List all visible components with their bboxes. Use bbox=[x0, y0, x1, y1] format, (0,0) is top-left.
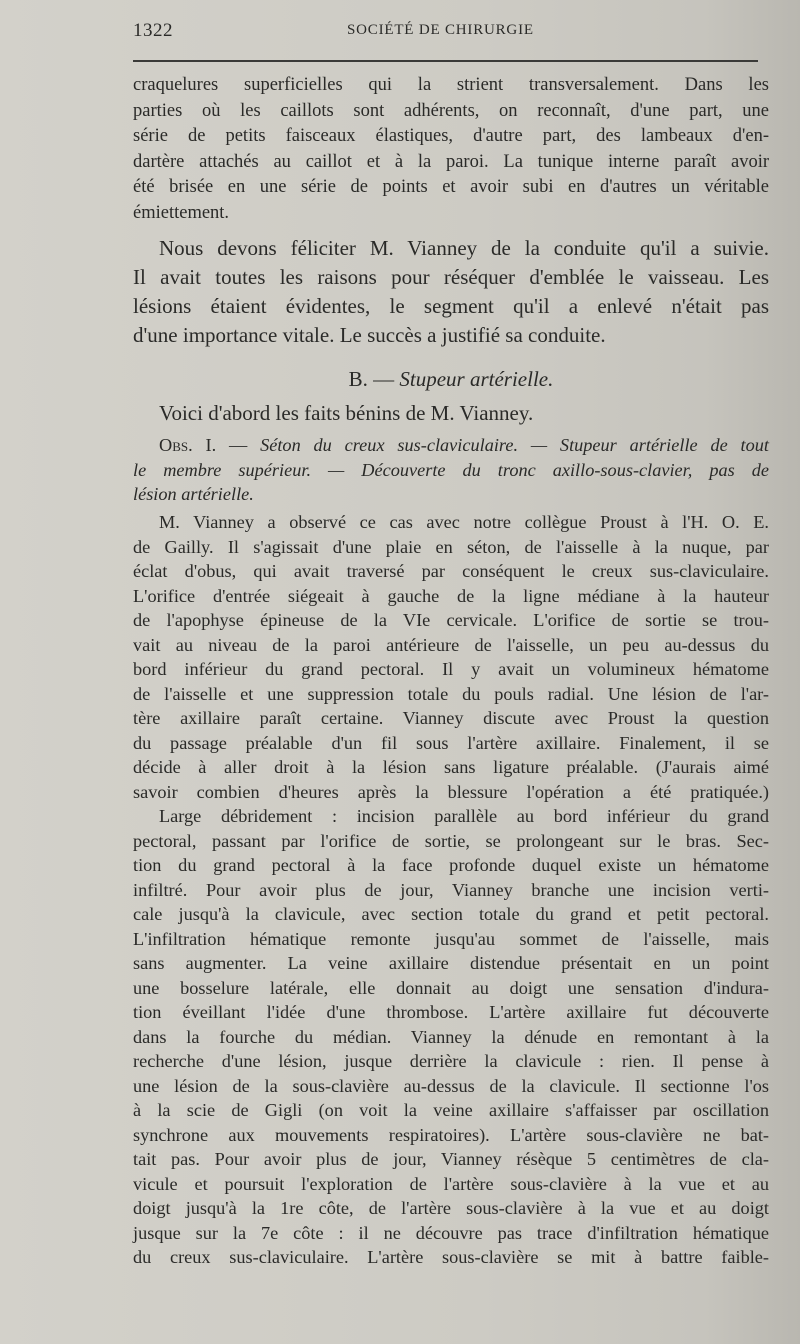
section-title: Stupeur artérielle. bbox=[399, 367, 554, 391]
text-line: L'infiltration hématique remonte jusqu'au sommet de l'aisselle, mais bbox=[133, 928, 769, 949]
text-line: cale jusqu'à la clavicule, avec section totale du grand et petit pectoral. bbox=[133, 904, 769, 924]
text-line: de l'aisselle et une suppression totale du pouls radial. Une lésion de l'ar- bbox=[133, 683, 769, 704]
running-head: SOCIÉTÉ DE CHIRURGIE bbox=[347, 22, 534, 38]
page-header bbox=[133, 18, 773, 46]
text-line: craquelures superficielles qui la strient transversalement. Dans les bbox=[133, 75, 769, 95]
text-line: tait pas. Pour avoir plus de jour, Vianney résèque 5 centimètres de cla- bbox=[133, 1149, 769, 1169]
text-line: une bosselure latérale, elle donnait au doigt une sensation d'indura- bbox=[133, 977, 769, 998]
text-line: d'une importance vitale. Le succès a justifié sa conduite. bbox=[133, 323, 606, 347]
text-line: L'orifice d'entrée siégeait à gauche de la ligne médiane à la hauteur bbox=[133, 585, 769, 606]
text-line: tion du grand pectoral à la face profonde duquel existe un hématome bbox=[133, 855, 769, 875]
text-line: synchrone aux mouvements respiratoires). L'artère sous-clavière ne bat- bbox=[133, 1124, 769, 1145]
text-line: Nous devons féliciter M. Vianney de la conduite qu'il a suivie. bbox=[159, 236, 769, 260]
text-line: du passage préalable d'un fil sous l'artère axillaire. Finalement, il se bbox=[133, 732, 769, 753]
text-line: décide à aller droit à la lésion sans ligature préalable. (J'aurais aimé bbox=[133, 757, 769, 777]
obs-line: le membre supérieur. — Découverte du tronc axillo-sous-clavier, pas de bbox=[133, 459, 769, 480]
text-line: tère axillaire paraît certaine. Vianney discute avec Proust la question bbox=[133, 708, 769, 728]
text-line: Voici d'abord les faits bénins de M. Vianney. bbox=[159, 401, 534, 425]
observation-heading bbox=[133, 433, 769, 507]
text-line: doigt jusqu'à la 1re côte, de l'artère sous-clavière à la vue et au doigt bbox=[133, 1198, 769, 1218]
text-line: pectoral, passant par l'orifice de sortie, se prolongeant sur le bras. Sec- bbox=[133, 830, 769, 851]
text-line: M. Vianney a observé ce cas avec notre collègue Proust à l'H. O. E. bbox=[159, 512, 769, 532]
text-line: série de petits faisceaux élastiques, d'autre part, des lambeaux d'en- bbox=[133, 126, 769, 146]
section-letter: B. — bbox=[348, 367, 395, 391]
text-line: Il avait toutes les raisons pour réséquer d'emblée le vaisseau. Les bbox=[133, 265, 769, 289]
text-line: été brisée en une série de points et avoir subi en d'autres un véritable bbox=[133, 177, 769, 197]
text-line: jusque sur la 7e côte : il ne découvre pas trace d'infiltration hématique bbox=[133, 1222, 769, 1243]
paragraph-felicitations bbox=[133, 234, 769, 350]
header-rule bbox=[133, 60, 758, 62]
text-line: de Gailly. Il s'agissait d'une plaie en séton, de l'aisselle à la nuque, par bbox=[133, 536, 769, 557]
text-line: dans la fourche du médian. Vianney la dénude en remontant à la bbox=[133, 1026, 769, 1047]
text-line: de l'apophyse épineuse de la VIe cervicale. L'orifice de sortie se trou- bbox=[133, 610, 769, 630]
obs-title: Séton du creux sus-claviculaire. — Stupeur artérielle de tout bbox=[260, 435, 769, 455]
text-line: lésions étaient évidentes, le segment qu'il a enlevé n'était pas bbox=[133, 294, 769, 318]
text-line: vicule et poursuit l'exploration de l'artère sous-clavière à la vue et au bbox=[133, 1173, 769, 1194]
text-line: à la scie de Gigli (on voit la veine axillaire s'affaisser par oscillation bbox=[133, 1100, 769, 1120]
text-line: tion éveillant l'idée d'une thrombose. L'artère axillaire fut découverte bbox=[133, 1002, 769, 1022]
page-number: 1322 bbox=[133, 20, 173, 41]
paragraph-continuation bbox=[133, 73, 769, 226]
text-line: dartère attachés au caillot et à la paroi. La tunique interne paraît avoir bbox=[133, 151, 769, 172]
section-heading bbox=[133, 367, 769, 392]
text-line: recherche d'une lésion, jusque derrière la clavicule : rien. Il pense à bbox=[133, 1051, 769, 1071]
obs-label: Obs. I. — bbox=[159, 435, 248, 455]
text-line: savoir combien d'heures après la blessure l'opération a été pratiquée.) bbox=[133, 781, 769, 802]
text-line: Large débridement : incision parallèle au bord inférieur du grand bbox=[159, 806, 769, 826]
text-line: éclat d'obus, qui avait traversé par conséquent le creux sus-claviculaire. bbox=[133, 561, 769, 581]
text-line: infiltré. Pour avoir plus de jour, Vianney branche une incision verti- bbox=[133, 879, 769, 900]
paragraph-intro bbox=[133, 399, 769, 428]
text-line: bord inférieur du grand pectoral. Il y avait un volumineux hématome bbox=[133, 659, 769, 679]
text-line: du creux sus-claviculaire. L'artère sous-clavière se mit à battre faible- bbox=[133, 1247, 769, 1267]
obs-line bbox=[133, 433, 769, 458]
observation-body bbox=[133, 510, 769, 1270]
text-line: vait au niveau de la paroi antérieure de l'aisselle, un peu au-dessus du bbox=[133, 634, 769, 655]
obs-line: lésion artérielle. bbox=[133, 484, 254, 505]
text-line: émiettement. bbox=[133, 202, 230, 223]
text-line: parties où les caillots sont adhérents, on reconnaît, d'une part, une bbox=[133, 100, 769, 121]
text-line: sans augmenter. La veine axillaire distendue présentait en un point bbox=[133, 953, 769, 973]
text-line: une lésion de la sous-clavière au-dessus de la clavicule. Il sectionne l'os bbox=[133, 1075, 769, 1096]
